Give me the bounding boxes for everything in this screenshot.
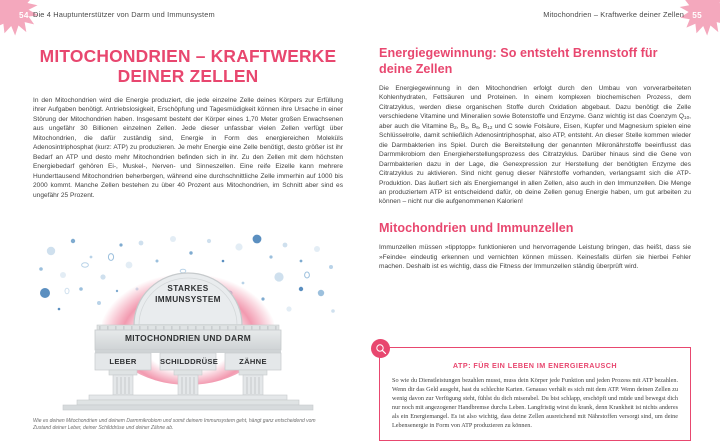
folio-splat-left — [0, 0, 42, 40]
vitamin-b6-subscript: 6 — [476, 124, 479, 130]
architrave-label: MITOCHONDRIEN UND DARM — [124, 333, 252, 343]
folio-splat-right — [678, 0, 720, 40]
dome-label-line-2: IMMUNSYSTEM — [155, 295, 221, 304]
energie-text-part-2: , aber auch die Vitamine B — [379, 113, 691, 130]
vitamin-b2-subscript: 2 — [454, 124, 457, 130]
running-title-left: Die 4 Hauptunterstützer von Darm und Immunsystem — [33, 10, 215, 19]
vitamin-b3-subscript: 3 — [465, 124, 468, 130]
immune-system-temple-figure — [33, 231, 343, 432]
callout-body: So wie du Dienstleistungen bezahlen musst, muss dein Körper jede Funktion und jeden Prozess mit ATP bezahlen. Wenn dir das Geld ausgeht, hast du schlechte Karten. Genauso verhält es sich mit dem ATP. Wenn deinen Zellen zu wenig davon zur Verfügung steht, fühlst du dich miserabel. Du bist schlapp, erschöpft und müde und bewegst dich nur noch mit angezogener Handbremse durchs Leben. Langfristig wirst du krank, denn Krankheit ist nichts anderes als ein Energiemangel. Es ist also wichtig, dass deine Zellen ausreichend mit Nährstoffen versorgt sind, um deine Lebensenergie in Form von ATP produzieren zu können. — [392, 377, 678, 430]
energie-text-part-3: und C sowie Folsäure, Eisen, Kupfer und Magnesium spielen eine Schlüsselrolle, damit schließlich Adenosintriphosphat, also ATP, entsteht. An dieser Stelle kommen wieder die Darmbakterien ins Spiel. Durch die Bereitstellung der genannten Mikronährstoffe beeinflusst das Darmmikrobiom den Energieherstellungsprozess des Citratzyklus. Darüber hinaus sind die Gene von Darmbakterien dazu in der Lage, die Genexpression zur Herstellung der benötigten Enzyme des Citratzyklus zu aktivieren. Sind nicht genug dieser Nährstoffe vorhanden, verlangsamt sich die ATP-Produktion. Das äußert sich als Energiemangel in allen Zellen, also auch in den Immunzellen. Die Menge an produziertem ATP ist entscheidend dafür, ob deine Zellen genug Energie haben, um gut arbeiten zu können – nicht nur die aufgenommenen Kalorien! — [379, 122, 691, 206]
figure-canvas — [33, 231, 343, 413]
dome-label — [33, 283, 343, 305]
left-column — [33, 46, 343, 207]
page-number-right: 55 — [692, 11, 702, 20]
magnifier-icon — [371, 339, 390, 358]
section-title-immunzellen: Mitochondrien und Immunzellen — [379, 220, 574, 235]
pillar-label-schilddruese: SCHILDDRÜSE — [160, 357, 219, 366]
running-title-right: Mitochondrien – Kraftwerke deiner Zellen — [543, 10, 684, 19]
atp-callout-box — [379, 347, 691, 441]
immunzellen-paragraph: Immunzellen müssen »tipptopp« funktionieren und hervorragende Leistung bringen, das heißt, dass sie »Feinde« eindeutig erkennen und vernichten können müssen. Keinesfalls dürfen sie hierbei Fehler machen. Deshalb ist es wichtig, dass die Fitness der Immunzellen ständig überprüft wird. — [379, 244, 691, 271]
page-number-left: 54 — [19, 11, 29, 20]
page-title: MITOCHONDRIEN – KRAFTWERKE DEINER ZELLEN — [39, 46, 337, 86]
energiegewinnung-paragraph: Die Energiegewinnung in den Mitochondrien erfolgt durch den Umbau von vorverarbeiteten Kohlenhydraten, Fettsäuren und Proteinen. In einem komplexen biochemischen Prozess, dem Citratzyklus, werden diese organischen Stoffe durch Oxidation abgebaut. Dazu benötigt die Zelle verschiedene Vitamine und Mineralien sowie Botenstoffe und Enzyme. Ganz wichtig ist das Coenzym $Q_{10}$, aber auch die Vitamine $B_2$, $B_3$, $B_6$, $B_{12}$ und C sowie Folsäure, Eisen, Kupfer und Magnesium spielen eine Schlüsselrolle, damit schließlich Adenosintriphosphat, also ATP, entsteht. An dieser Stelle kommen wieder die Darmbakterien ins Spiel. Durch die Bereitstellung der genannten Mikronährstoffe beeinflusst das Darmmikrobiom den Energieherstellungsprozess des Citratzyklus. Darüber hinaus sind die Gene von Darmbakterien dazu in der Lage, die Genexpression zur Herstellung der benötigten Enzyme des Citratzyklus zu aktivieren. Sind nicht genug dieser Nährstoffe vorhanden, verlangsamt sich die ATP-Produktion. Das äußert sich als Energiemangel in allen Zellen, also auch in den Immunzellen. Die Menge an produziertem ATP ist entscheidend dafür, ob deine Zellen genug Energie haben, um gut arbeiten zu können – nicht nur die aufgenommenen Kalorien! — [379, 85, 691, 206]
pillar-label-leber: LEBER — [109, 357, 137, 366]
figure-caption: Wie es deinen Mitochondrien und deinem Darmmikrobiom und somit deinem Immunsystem geht, hängt ganz entscheidend vom Zustand deiner Leber, deiner Schilddrüse und deiner Zähne ab. — [33, 418, 316, 432]
right-column — [379, 46, 691, 279]
left-body-paragraph: In den Mitochondrien wird die Energie produziert, die jede einzelne Zelle deines Körpers zur Erfüllung ihrer Aufgaben benötigt. Antriebslosigkeit, Erschöpfung und Tagesmüdigkeit können ihre Ursache in einer Störung der Mitochondrien haben. Insgesamt besteht der Körper eines 1,70 Meter großen Erwachsenen aus ungefähr 30 Billionen einzelnen Zellen. Jede dieser unfassbar vielen Zellen verfügt über Mitochondrien, die dafür zuständig sind, Energie in Form des energiereichen Moleküls Adenosintriphosphat (kurz: ATP) zu produzieren. Je mehr Energie eine Zelle benötigt, desto größer ist ihr Bedarf an ATP und desto mehr Mitochondrien befinden sich in ihr. Zu den Zellen mit dem höchsten Energiebedarf gehören Ei-, Muskel-, Nerven- und Sinneszellen. Eine reife Eizelle kann mehrere Hunderttausend Mitochondrien beherbergen, während eine durchschnittliche Zelle immerhin auf 1000 bis 2000 kommt. Manche Zellen bestehen zu über 40 Prozent aus Mitochondrien, im Schnitt aber sind es ungefähr 25 Prozent. — [33, 97, 343, 199]
callout-title: ATP: FÜR EIN LEBEN IM ENERGIERAUSCH — [452, 361, 618, 370]
dome-label-line-1: STARKES — [167, 284, 209, 293]
section-title-energiegewinnung: Energiegewinnung: So entsteht Brennstoff für deine Zellen — [379, 46, 658, 76]
vitamin-b12-subscript: 12 — [487, 124, 493, 130]
energie-text-part-1: Die Energiegewinnung in den Mitochondrien erfolgt durch den Umbau von vorverarbeiteten Kohlenhydraten, Fettsäuren und Proteinen. In einem komplexen biochemischen Prozess, dem Citratzyklus, werden diese organischen Stoffe durch Oxidation abgebaut. Dazu benötigt die Zelle verschiedene Vitamine und Mineralien sowie Botenstoffe und Enzyme. Ganz wichtig ist das Coenzym Q — [379, 85, 691, 121]
page-header — [0, 0, 720, 34]
coenzym-q10-subscript: 10 — [684, 115, 690, 121]
pillar-label-zaehne: ZÄHNE — [239, 357, 267, 366]
